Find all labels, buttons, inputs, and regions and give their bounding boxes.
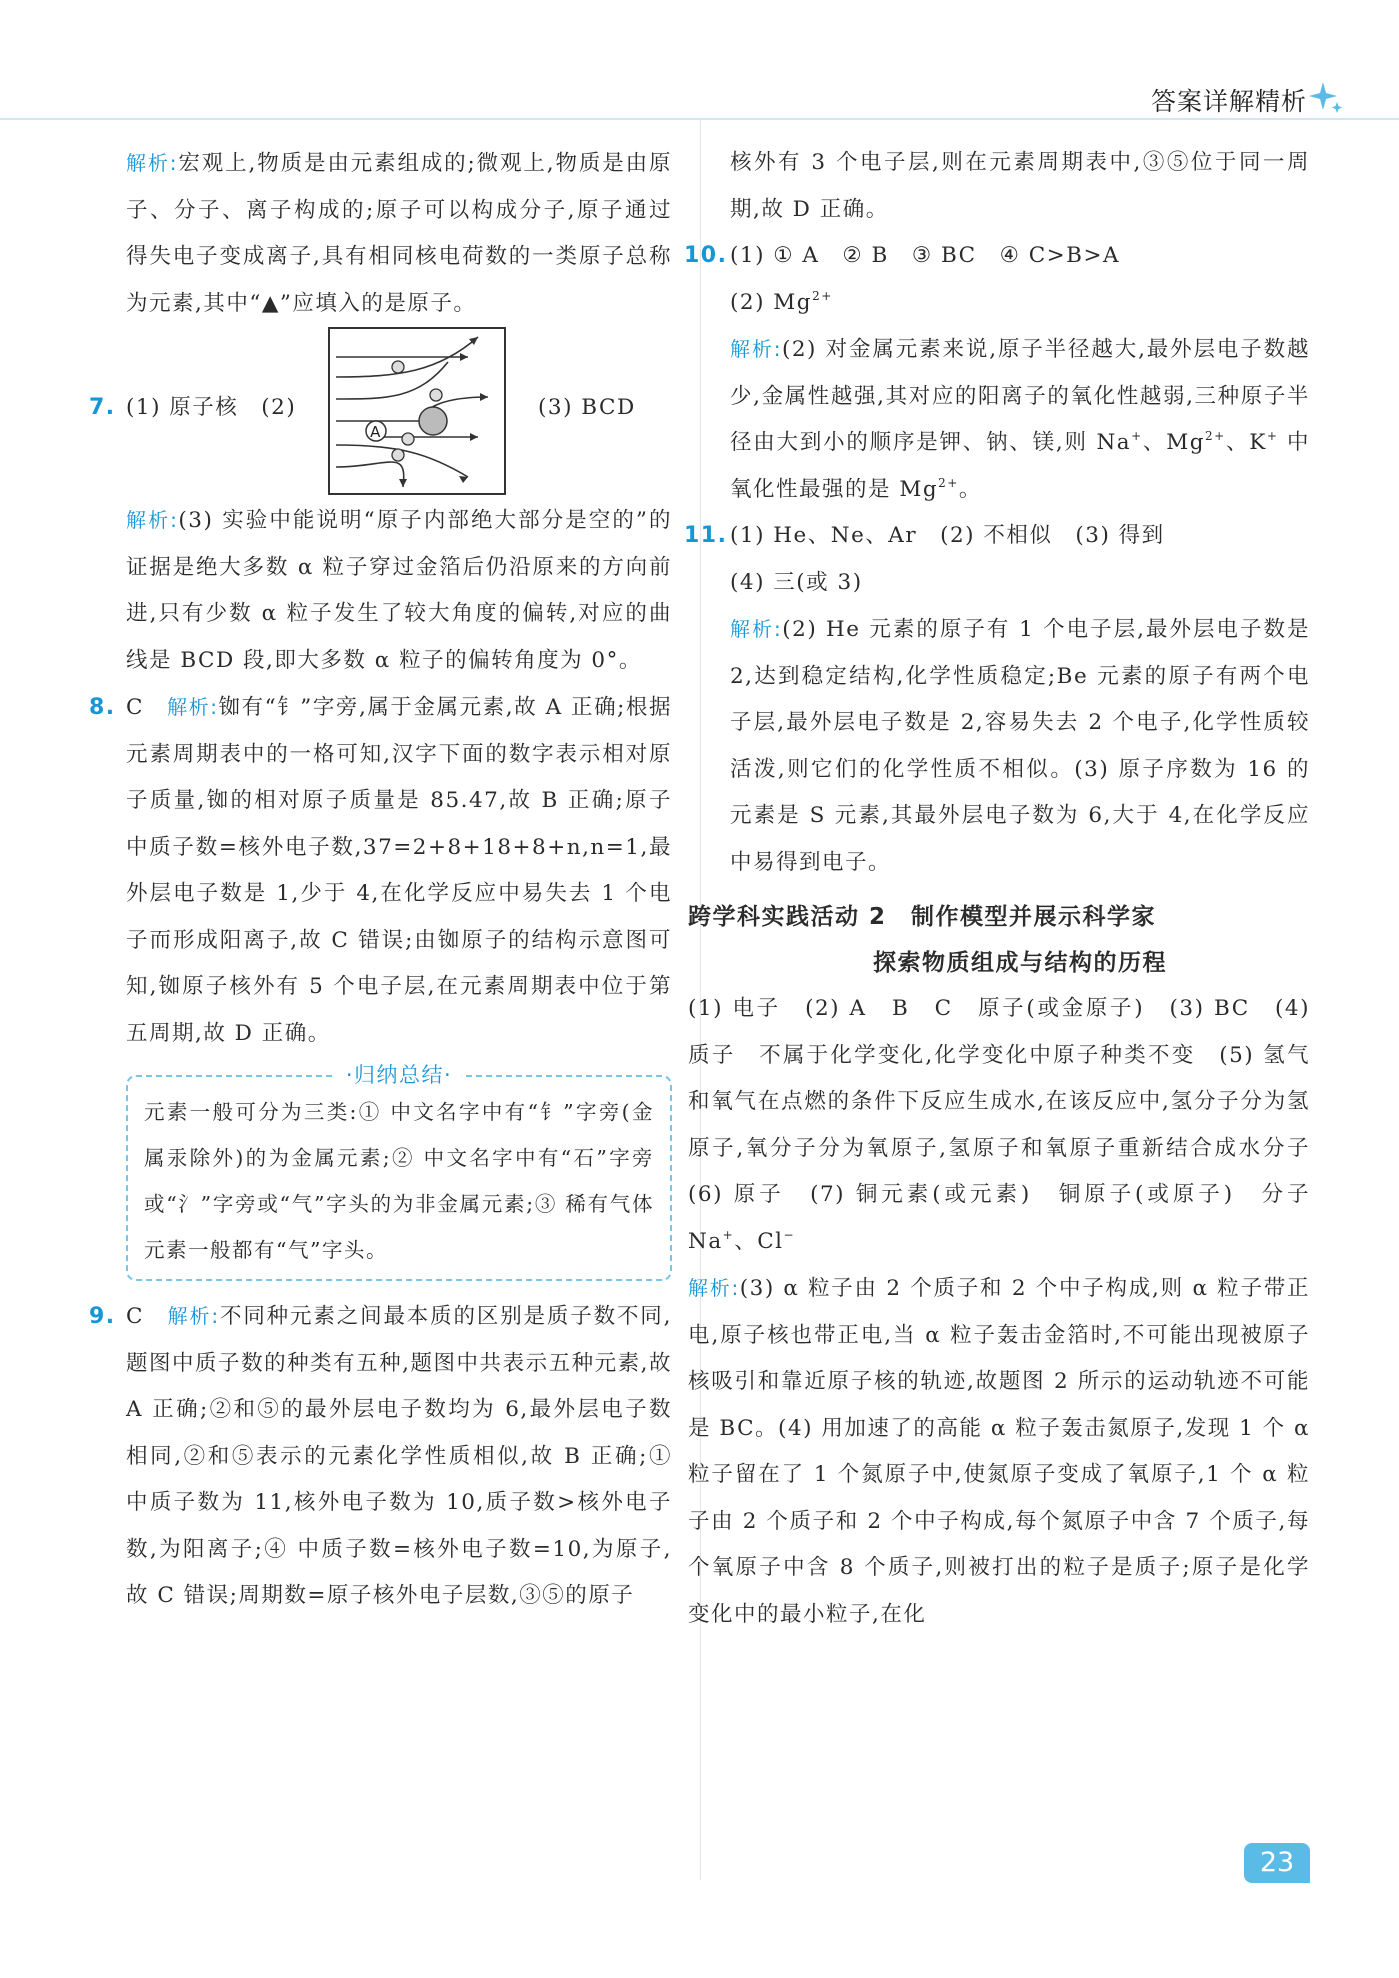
- q6-explanation: [126, 140, 672, 327]
- q10-answer: [684, 233, 1310, 280]
- charge-superscript: 2+: [938, 475, 959, 490]
- section-answers-text: (1) 电子 (2) A B C 原子(或金原子) (3) BC (4) 质子 不属于化学变化,化学变化中原子种类不变 (5) 氢气和氧气在点燃的条件下反应生成水,在该反应中,氢分子分为氢原子,氧分子分为氧原子,氢原子和氧原子重新结合成水分子 (6) 原子 (7) 铜元素(或元素) 铜原子(或原子) 分子 Na: [688, 996, 1334, 1254]
- alpha-scattering-diagram: [328, 327, 506, 495]
- q8-explanation-text: 铷有“钅”字旁,属于金属元素,故 A 正确;根据元素周期表中的一格可知,汉字下面的数字表示相对原子质量,铷的相对原子质量是 85.47,故 B 正确;原子中质子数=核外电子数,37=2+8+18+8+n,n=1,最外层电子数是 1,少于 4,在化学反应中易失去 1 个电子而形成阳离子,故 C 错误;由铷原子的结构示意图可知,铷原子核外有 5 个电子层,在元素周期表中位于第五周期,故 D 正确。: [126, 695, 672, 1046]
- q11-answer: [684, 513, 1310, 560]
- summary-box: [126, 1063, 672, 1281]
- q11-number: 11.: [684, 523, 728, 548]
- q10-number: 10.: [684, 243, 728, 268]
- charge-superscript: 2+: [812, 288, 833, 303]
- summary-text: 元素一般可分为三类:① 中文名字中有“钅”字旁(金属汞除外)的为金属元素;② 中文名字中有“石”字旁或“氵”字旁或“气”字头的为非金属元素;③ 稀有气体元素一般都有“气”字头。: [144, 1100, 654, 1262]
- explanation-label: 解析:: [126, 508, 179, 532]
- diagram-label-a: A: [370, 423, 382, 441]
- section-explanation: [688, 1265, 1310, 1638]
- q9-number: 9.: [89, 1304, 116, 1329]
- q8-answer: [89, 684, 672, 1057]
- q11-explanation-text: (2) He 元素的原子有 1 个电子层,最外层电子数是 2,达到稳定结构,化学性质稳定;Be 元素的原子有两个电子层,最外层电子数是 2,容易失去 2 个电子,化学性质较活泼,则它们的化学性质不相似。(3) 原子序数为 16 的元素是 S 元素,其最外层电子数为 6,大于 4,在化学反应中易得到电子。: [730, 617, 1311, 875]
- charge-superscript: −: [783, 1227, 796, 1242]
- q11-line2: (4) 三(或 3): [730, 569, 863, 595]
- q10-line1: (1) ① A ② B ③ BC ④ C>B>A: [730, 243, 1121, 268]
- charge-superscript: +: [1131, 429, 1143, 443]
- q10-explanation-text: (2) 对金属元素来说,原子半径越大,最外层电子数越少,金属性越强,其对应的阳离子的氧化性越弱,三种原子半径由大到小的顺序是钾、钠、镁,则 Na: [730, 337, 1310, 455]
- explanation-label: 解析:: [730, 617, 783, 641]
- explanation-label: 解析:: [167, 1304, 220, 1328]
- q11-line1: (1) He、Ne、Ar (2) 不相似 (3) 得到: [730, 523, 1165, 548]
- q7-number: 7.: [89, 395, 116, 420]
- q9-answer: [89, 1293, 672, 1620]
- q10-explanation-text-c: 、K: [1225, 430, 1267, 455]
- q10-explanation-text-e: 。: [958, 476, 982, 502]
- q9-choice: C: [126, 1304, 144, 1329]
- explanation-label: 解析:: [730, 337, 782, 361]
- page-number: 23: [1244, 1843, 1310, 1883]
- charge-superscript: +: [1266, 429, 1279, 443]
- explanation-label: 解析:: [126, 151, 178, 175]
- q7-answer: [89, 327, 672, 497]
- explanation-label: 解析:: [688, 1276, 740, 1300]
- q10-explanation: [730, 326, 1310, 513]
- q9-explanation-text: 不同种元素之间最本质的区别是质子数不同,题图中质子数的种类有五种,题图中共表示五种元素,故 A 正确;②和⑤的最外层电子数均为 6,最外层电子数相同,②和⑤表示的元素化学性质相似,故 B 正确;① 中质子数为 11,核外电子数为 10,质子数>核外电子数,为阳离子;④ 中质子数=核外电子数=10,为原子,故 C 错误;周期数=原子核外电子层数,③⑤的原子: [126, 1304, 672, 1608]
- section-subtitle: 探索物质组成与结构的历程: [873, 950, 1167, 976]
- q10-explanation-text-b: 、Mg: [1142, 430, 1205, 455]
- q8-number: 8.: [89, 695, 116, 720]
- q10-explanation-text-d: 中氧化性最强的是 Mg: [730, 430, 1310, 502]
- q7-explanation-text: (3) 实验中能说明“原子内部绝大部分是空的”的证据是绝大多数 α 粒子穿过金箔后仍沿原来的方向前进,只有少数 α 粒子发生了较大角度的偏转,对应的曲线是 BCD 段,即大多数 α 粒子的偏转角度为 0°。: [126, 508, 672, 673]
- charge-superscript: 2+: [1204, 429, 1226, 443]
- q6-explanation-text: 宏观上,物质是由元素组成的;微观上,物质是由原子、分子、离子构成的;原子可以构成分子,原子通过得失电子变成离子,具有相同核电荷数的一类原子总称为元素,其中“▲”应填入的是原子。: [126, 151, 672, 316]
- section-answers-text-b: 、Cl: [734, 1228, 784, 1254]
- q8-choice: C: [126, 695, 144, 720]
- q9-explanation-continued: 核外有 3 个电子层,则在元素周期表中,③⑤位于同一周期,故 D 正确。: [730, 150, 1310, 222]
- q7-answer-part1: (1) 原子核 (2): [126, 395, 297, 420]
- right-column: [684, 140, 1334, 1638]
- sparkle-icon: [1309, 80, 1343, 114]
- q10-line2: (2) Mg: [730, 289, 813, 315]
- header-title: 答案详解精析: [1150, 87, 1307, 116]
- section-title: 跨学科实践活动 2 制作模型并展示科学家: [688, 904, 1157, 930]
- left-column: [89, 140, 672, 1620]
- q7-answer-part2: (3) BCD: [538, 395, 636, 420]
- q11-explanation: [730, 606, 1310, 886]
- summary-title: ·归纳总结·: [336, 1061, 462, 1089]
- section-explanation-text: (3) α 粒子由 2 个质子和 2 个中子构成,则 α 粒子带正电,原子核也带正电,当 α 粒子轰击金箔时,不可能出现被原子核吸引和靠近原子核的轨迹,故题图 2 所示的运动轨迹不可能是 BC。(4) 用加速了的高能 α 粒子轰击氮原子,发现 1 个 α 粒子留在了 1 个氮原子中,使氮原子变成了氧原子,1 个 α 粒子由 2 个质子和 2 个中子构成,每个氮原子中含 7 个质子,每个氧原子中含 8 个质子,则被打出的粒子是质子;原子是化学变化中的最小粒子,在化: [688, 1276, 1310, 1627]
- section-answers: [688, 986, 1334, 1265]
- q10-answer-line2: [730, 280, 1310, 327]
- charge-superscript: +: [722, 1227, 735, 1242]
- q7-explanation: [126, 497, 672, 684]
- explanation-label: 解析:: [167, 695, 219, 719]
